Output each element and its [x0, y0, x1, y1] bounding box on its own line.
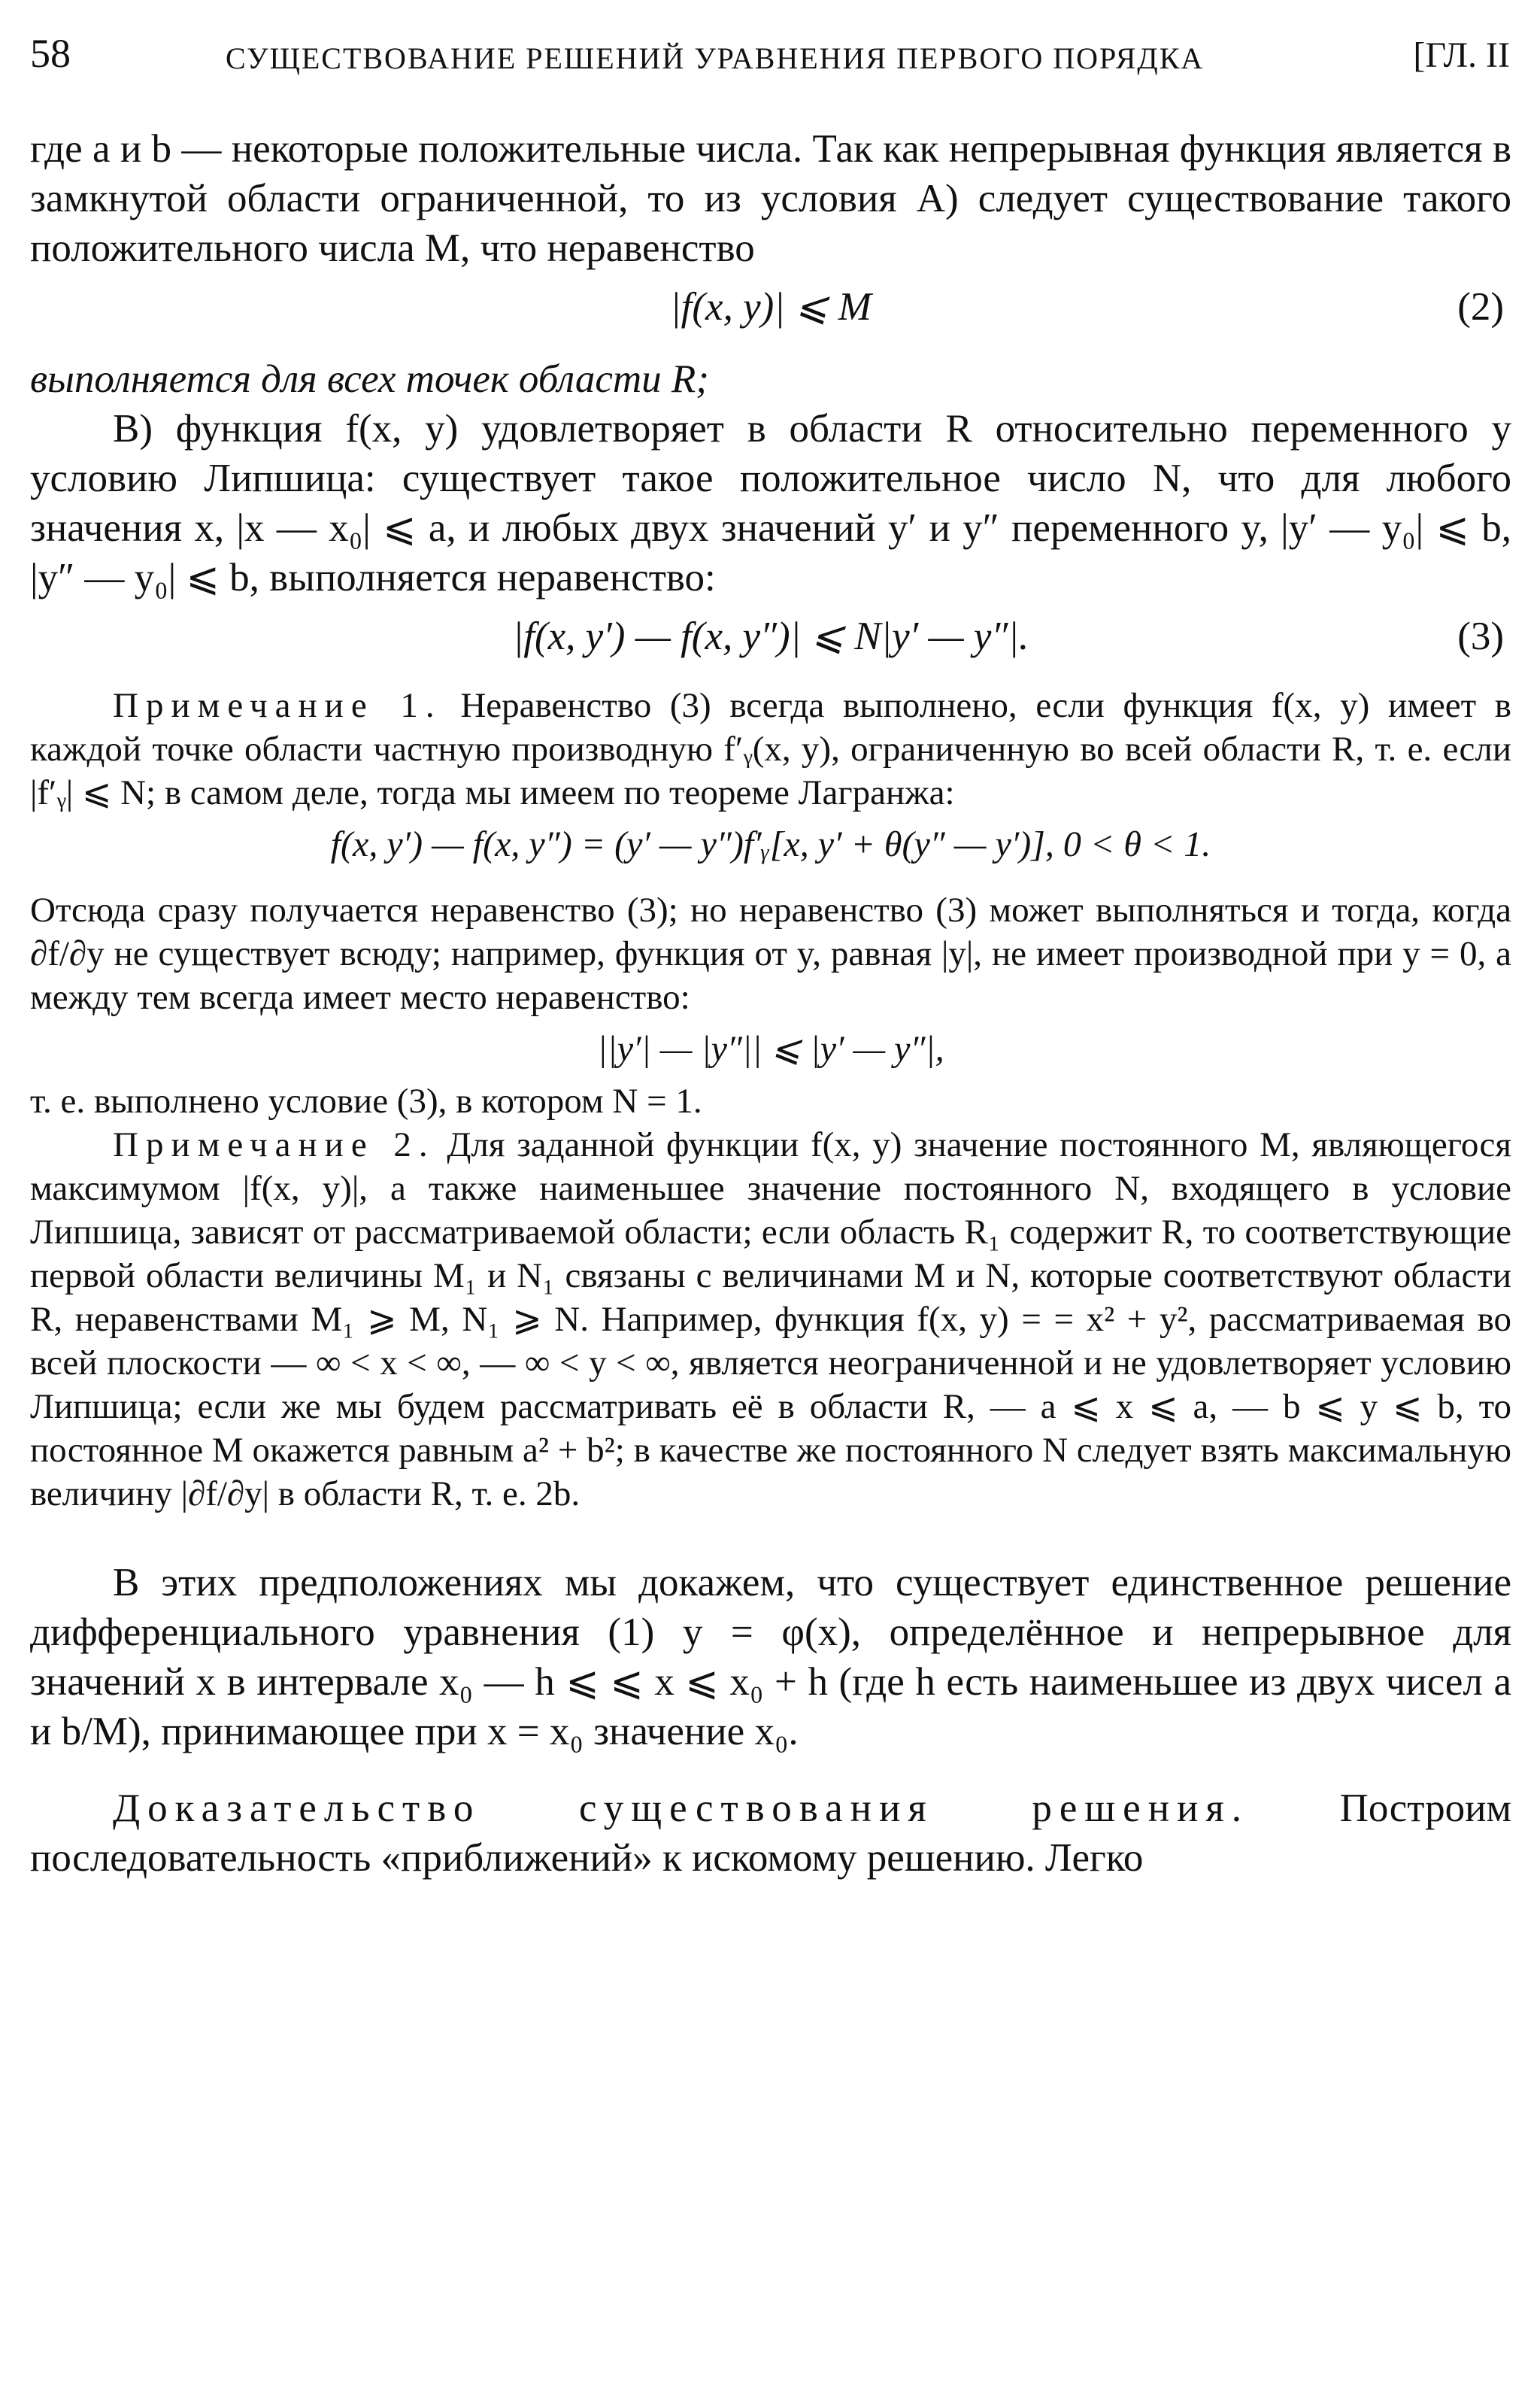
- note-1-continuation: Отсюда сразу получается неравенство (3); но неравенство (3) может выполняться и тогда, когда ∂f/∂y не существует всюду; например, функция от y, равная |y|, не имеет производной при y = 0, а между тем всегда имеет место неравенство:: [30, 891, 1511, 1017]
- page-header: [30, 30, 1510, 90]
- note-1-label: Примечание 1.: [113, 686, 442, 725]
- note-2-label: Примечание 2.: [113, 1125, 435, 1164]
- chapter-label: [ГЛ. II: [1413, 35, 1510, 75]
- note-1-formula-2-expr: ||y′| — |y″|| ⩽ |y′ — y″|,: [597, 1029, 944, 1069]
- note-1-conclusion: т. е. выполнено условие (3), в котором N = 1.: [30, 1082, 702, 1121]
- formula-3-number: (3): [1457, 615, 1504, 658]
- paragraph-theorem: В этих предположениях мы докажем, что существует единственное решение дифференциального уравнения (1) y = φ(x), определённое и непрерывное для значений x в интервале x₀ — h ⩽ ⩽ x ⩽ x₀ + h (где h есть наименьшее из двух чисел a и b/M), принимающее при x = x₀ значение x₀.: [30, 1561, 1511, 1753]
- note-2: [30, 1123, 1511, 1516]
- formula-2: [30, 273, 1511, 341]
- paragraph-proof: [30, 1783, 1511, 1883]
- note-1: [30, 684, 1511, 815]
- note-1-text: Неравенство (3) всегда выполнено, если функция f(x, y) имеет в каждой точке области частную производную f′ᵧ(x, y), ограниченную во всей области R, т. е. если |f′ᵧ| ⩽ N; в самом деле, тогда мы имеем по теореме Лагранжа:: [30, 686, 1511, 812]
- note-1-formula-expr: f(x, y′) — f(x, y″) = (y′ — y″)f′ᵧ[x, y′ + θ(y″ — y′)], 0 < θ < 1.: [330, 824, 1211, 864]
- formula-3-expr: |f(x, y′) — f(x, y″)| ⩽ N|y′ — y″|.: [512, 615, 1029, 658]
- formula-3: [30, 603, 1511, 670]
- paragraph-condition-a-end: выполняется для всех точек области R;: [30, 357, 709, 401]
- paragraph-condition-b: B) функция f(x, y) удовлетворяет в области R относительно переменного y условию Липшица: существует такое положительное число N, что для любого значения x, |x — x₀| ⩽ a, и любых двух значений y′ и y″ переменного y, |y′ — y₀| ⩽ b, |y″ — y₀| ⩽ b, выполняется неравенство:: [30, 407, 1511, 600]
- formula-2-number: (2): [1457, 285, 1504, 329]
- note-1-formula: [30, 815, 1511, 875]
- note-2-text: Для заданной функции f(x, y) значение постоянного M, являющегося максимумом |f(x, y)|, а также наименьшее значение постоянного N, входящего в условие Липшица, зависят от рассматриваемой области; если область R₁ содержит R, то соответствующие первой области величины M₁ и N₁ связаны с величинами M и N, которые соответствуют области R, неравенствами M₁ ⩾ M, N₁ ⩾ N. Например, функция f(x, y) = = x² + y², рассматриваемая во всей плоскости — ∞ < x < ∞, — ∞ < y < ∞, является неограниченной и не удовлетворяет условию Липшица; если же мы будем рассматривать её в области R, — a ⩽ x ⩽ a, — b ⩽ y ⩽ b, то постоянное M окажется равным a² + b²; в качестве же постоянного N следует взять максимальную величину |∂f/∂y| в области R, т. е. 2b.: [30, 1125, 1512, 1513]
- proof-text: Построим последовательность «приближений» к искомому решению. Легко: [30, 1786, 1511, 1880]
- running-title: СУЩЕСТВОВАНИЕ РЕШЕНИЙ УРАВНЕНИЯ ПЕРВОГО ПОРЯДКА: [226, 41, 1205, 75]
- proof-label: Доказательство существования решения.: [113, 1786, 1250, 1830]
- page-number: 58: [30, 31, 71, 76]
- paragraph-intro: где a и b — некоторые положительные числа. Так как непрерывная функция является в замкнутой области ограниченной, то из условия A) следует существование такого положительного числа M, что неравенство: [30, 127, 1511, 270]
- page-body: [30, 124, 1511, 1883]
- formula-2-expr: |f(x, y)| ⩽ M: [670, 285, 872, 329]
- note-1-formula-2: [30, 1019, 1511, 1079]
